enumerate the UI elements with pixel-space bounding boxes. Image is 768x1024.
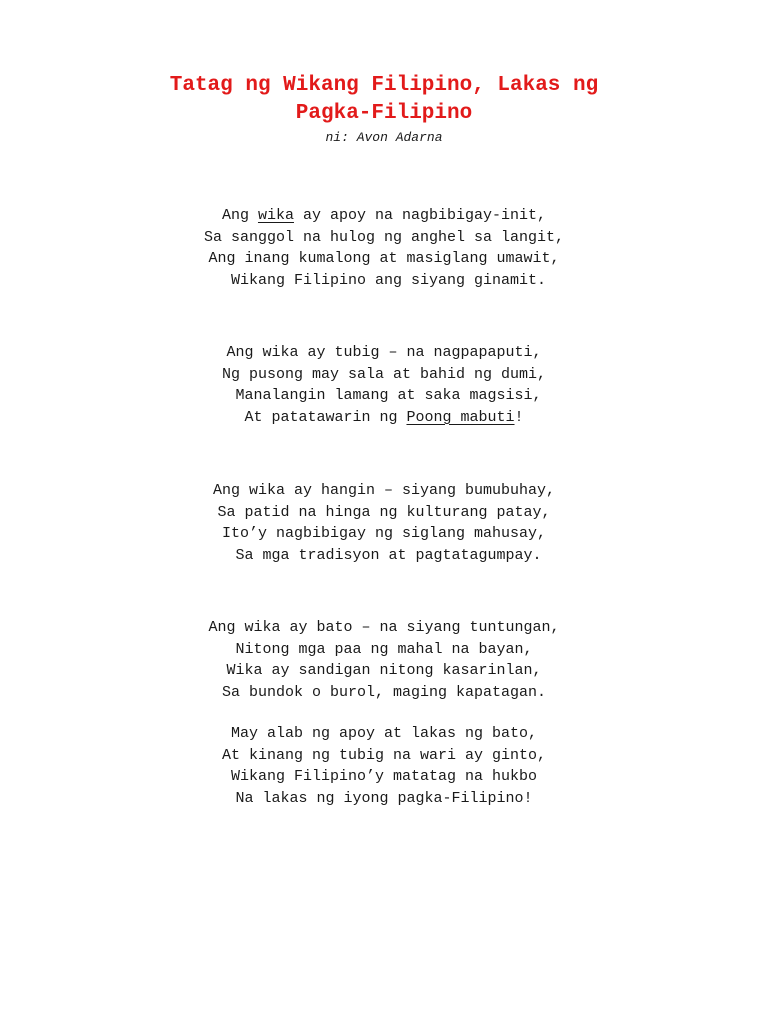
stanza-line: May alab ng apoy at lakas ng bato, — [230, 725, 538, 742]
line-text: Ang — [221, 207, 258, 224]
stanza-line: Sa sanggol na hulog ng anghel sa langit, — [203, 228, 565, 246]
stanza-line: Sa bundok o burol, maging kapatagan. — [221, 683, 547, 701]
poong-mabuti-link[interactable]: Poong mabuti — [406, 408, 515, 426]
stanza-4 — [0, 617, 768, 703]
line-text: ay apoy na nagbibigay-init, — [293, 207, 547, 224]
stanza-line: Ang inang kumalong at masiglang umawit, — [208, 250, 560, 267]
stanza-line: At kinang ng tubig na wari ay ginto, — [221, 746, 547, 764]
poem-title-line-1: Tatag ng Wikang Filipino, Lakas ng — [169, 74, 599, 97]
stanza-line: Ang wika ay hangin – siyang bumubuhay, — [212, 482, 556, 499]
stanza-line: Sa mga tradisyon at pagtatagumpay. — [226, 546, 542, 564]
stanza-line: Ng pusong may sala at bahid ng dumi, — [221, 365, 547, 383]
line-text: ! — [514, 408, 524, 426]
stanza-line: Na lakas ng iyong pagka-Filipino! — [235, 789, 533, 807]
poem-author: ni: Avon Adarna — [325, 130, 443, 145]
poem-title-line-2: Pagka-Filipino — [295, 102, 473, 125]
stanza-line: Nitong mga paa ng mahal na bayan, — [235, 640, 533, 658]
wika-link[interactable]: wika — [257, 207, 294, 224]
stanza-line: Ang wika ay bato – na siyang tuntungan, — [208, 619, 560, 636]
stanza-line: Sa patid na hinga ng kulturang patay, — [217, 503, 551, 521]
line-text: At patatawarin ng — [244, 408, 407, 426]
stanza-5 — [0, 723, 768, 809]
stanza-line: Manalangin lamang at saka magsisi, — [226, 387, 542, 404]
stanza-line — [0, 407, 768, 429]
stanza-1 — [0, 205, 768, 291]
stanza-line: Wikang Filipino’y matatag na hukbo — [230, 768, 538, 785]
stanza-line — [0, 205, 768, 227]
stanza-3 — [0, 480, 768, 566]
stanza-line: Ito’y nagbibigay ng siglang mahusay, — [221, 525, 547, 542]
stanza-line: Wikang Filipino ang siyang ginamit. — [221, 271, 547, 289]
stanza-2 — [0, 342, 768, 428]
stanza-line: Ang wika ay tubig – na nagpapaputi, — [226, 344, 542, 361]
stanza-line: Wika ay sandigan nitong kasarinlan, — [226, 662, 542, 679]
